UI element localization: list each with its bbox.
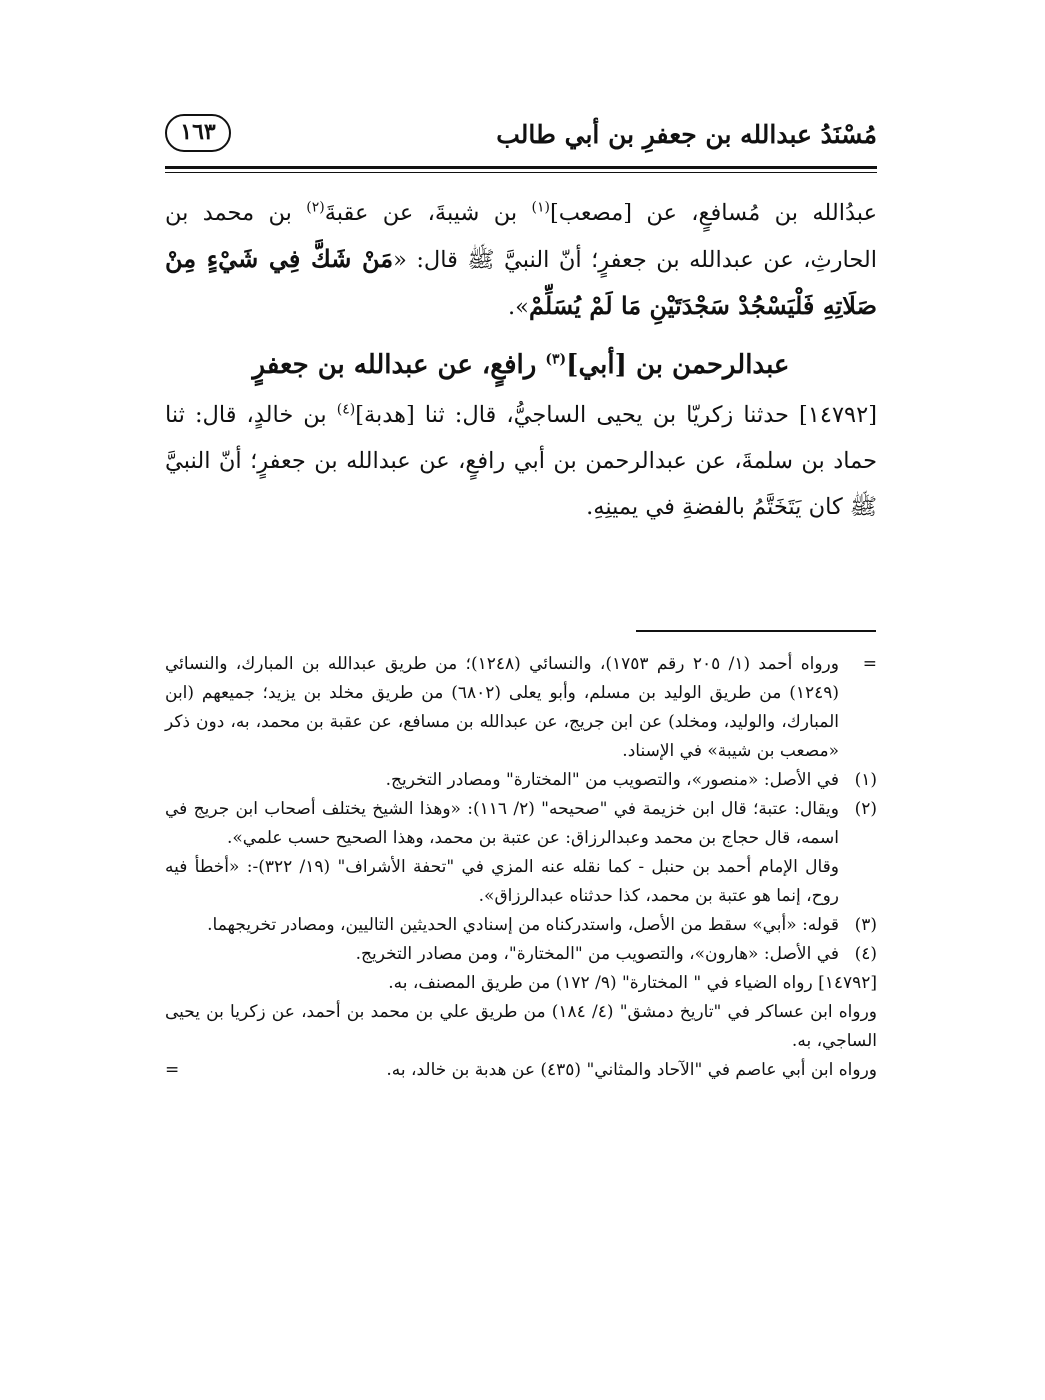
footnote-ref-2: (٢): [306, 199, 325, 216]
hadith-quote: مَنْ شَكَّ فِي شَيْءٍ مِنْ صَلَاتِهِ فَلْيَسْجُدْ سَجْدَتَيْنِ مَا لَمْ يُسَلِّمْ: [165, 244, 877, 320]
takhrij-note-3-row: [165, 1056, 877, 1085]
main-text: [165, 190, 877, 530]
footnote-2-continued: وقال الإمام أحمد بن حنبل - كما نقله عنه المزي في "تحفة الأشراف" (١٩/ ٣٢٢)-: «أخطأ فيه روح، إنما هو عتبة بن محمد، كذا حدثناه عبدالرزاق».: [165, 857, 839, 906]
takhrij-note-2: ورواه ابن عساكر في "تاريخ دمشق" (٤/ ١٨٤) من طريق علي بن محمد بن أحمد، عن زكريا بن يحيى الساجي، به.: [165, 1002, 877, 1051]
running-header: [165, 110, 877, 162]
footnote-4: (٤) في الأصل: «هارون»، والتصويب من "المختارة"، ومن مصادر التخريج.: [355, 944, 877, 964]
continuation-marker: =: [165, 1060, 180, 1080]
footnote-separator: [636, 630, 876, 632]
page-number: ١٦٣: [165, 114, 231, 152]
hadith-paragraph-1: عبدُالله بن مُسافعٍ، عن [مصعب]$^{(١)}$ بن شيبةَ، عن عقبةَ$^{(٢)}$ بن محمد بن الحارثِ، عن عبدالله بن جعفرٍ؛ أنّ النبيَّ ﷺ قال: «مَنْ شَكَّ فِي شَيْءٍ مِنْ صَلَاتِهِ فَلْيَسْجُدْ سَجْدَتَيْنِ مَا لَمْ يُسَلِّمْ».: [165, 199, 877, 320]
takhrij-note-1: [١٤٧٩٢] رواه الضياء في " المختارة" (٩/ ١٧٢) من طريق المصنف، به.: [388, 973, 877, 993]
footnote-3: (٣) قوله: «أبي» سقط من الأصل، واستدركناه من إسنادي الحديثين التاليين، ومصادر تخريجهما.: [207, 915, 877, 935]
header-title: مُسْنَدُ عبدالله بن جعفرِ بن أبي طالب: [496, 120, 877, 149]
footnote-1: (١) في الأصل: «منصور»، والتصويب من "المختارة" ومصادر التخريج.: [385, 770, 877, 790]
section-heading: عبدالرحمن بن [أبي]$^{(٣)}$ رافعٍ، عن عبدالله بن جعفرٍ: [252, 350, 790, 380]
footnotes: [165, 650, 877, 1085]
footnote-ref-3: (٣): [545, 351, 567, 368]
footnote-continuation: = ورواه أحمد (١/ ٢٠٥ رقم ١٧٥٣)، والنسائي (١٢٤٨)؛ من طريق عبدالله بن المبارك، والنسائي (١٢٤٩) من طريق الوليد بن مسلم، وأبو يعلى (٦٨٠٢) من طريق مخلد بن يزيد؛ جميعهم (ابن المبارك، والوليد، ومخلد) عن ابن جريج، عن عبدالله بن مسافع، عن عقبة بن محمد، به، دون ذكر «مصعب بن شيبة» في الإسناد.: [165, 654, 877, 761]
footnote-2: (٢) ويقال: عتبة؛ قال ابن خزيمة في "صحيحه" (٢/ ١١٦): «وهذا الشيخ يختلف أصحاب ابن جريج في اسمه، قال حجاج بن محمد وعبدالرزاق: عن عتبة بن محمد، وهذا الصحيح حسب علمي».: [165, 799, 877, 848]
header-rule-thick: [165, 166, 877, 169]
footnote-ref-4: (٤): [336, 401, 356, 418]
footnote-ref-1: (١): [531, 199, 550, 216]
hadith-paragraph-2: [١٤٧٩٢] حدثنا زكريّا بن يحيى الساجيُّ، قال: ثنا [هدبة]$^{(٤)}$ بن خالدٍ، قال: ثنا حماد بن سلمةَ، عن عبدالرحمن بن أبي رافعٍ، عن عبدالله بن جعفرٍ؛ أنّ النبيَّ ﷺ كان يَتَخَتَّمُ بالفضةِ في يمينِهِ.: [165, 401, 878, 520]
takhrij-note-3: ورواه ابن أبي عاصم في "الآحاد والمثاني" (٤٣٥) عن هدبة بن خالد، به.: [386, 1060, 877, 1080]
header-rule-thin: [165, 172, 877, 173]
